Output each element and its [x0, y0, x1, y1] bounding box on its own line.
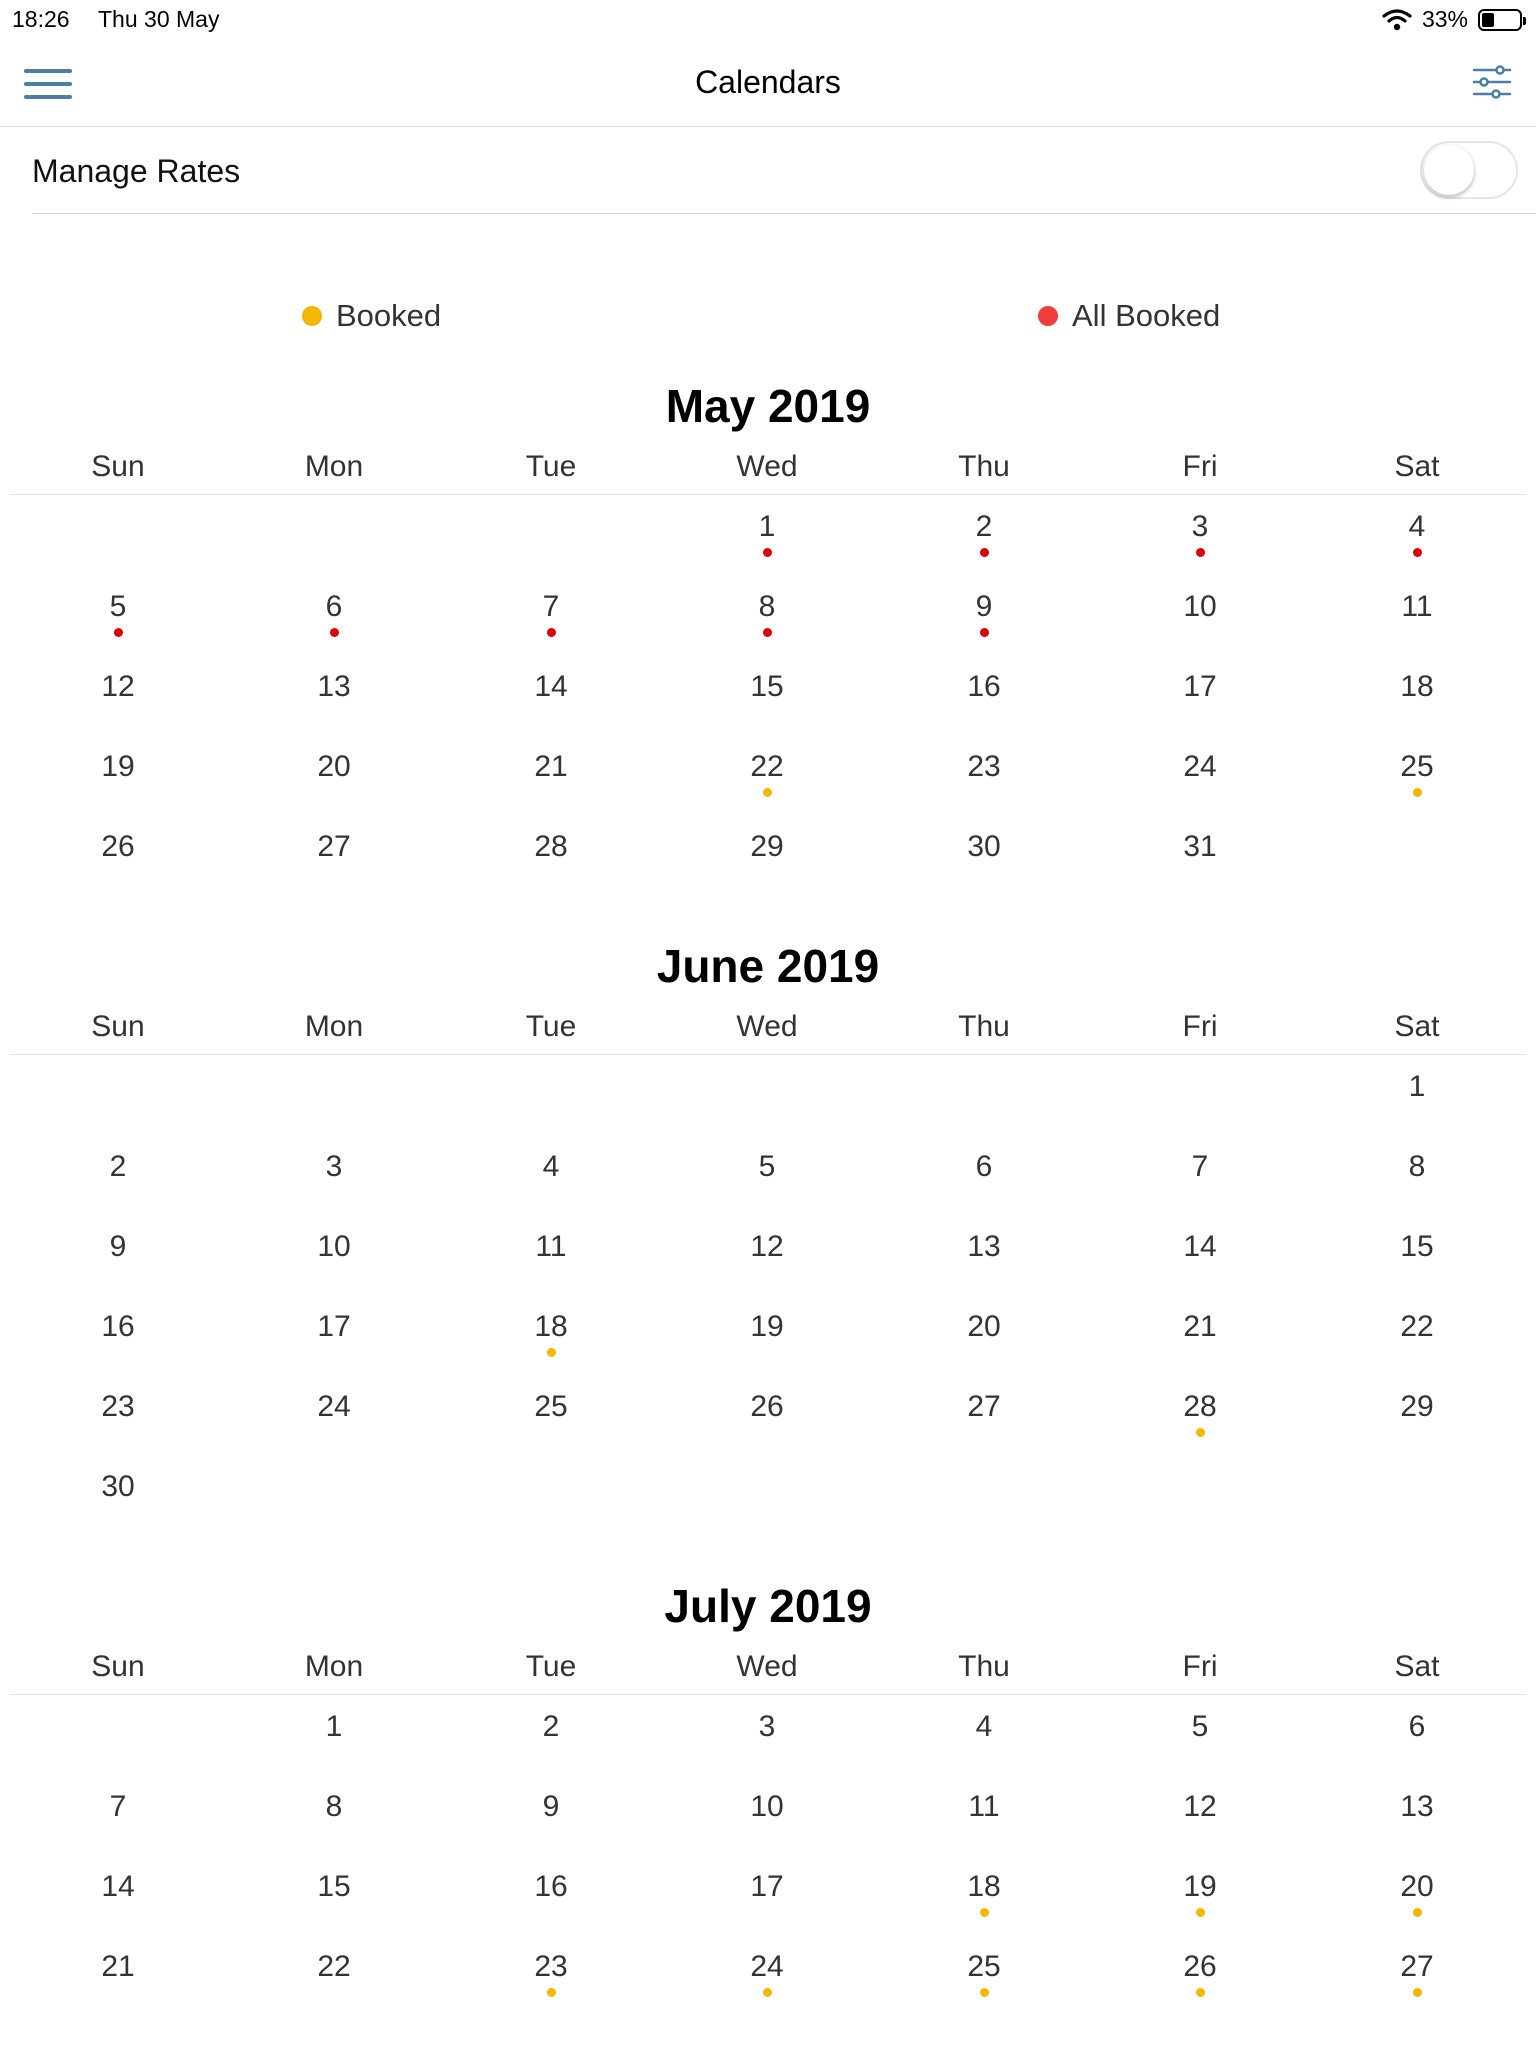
- day-cell[interactable]: [471, 747, 631, 817]
- day-number: 9: [542, 1790, 560, 1823]
- day-number: 18: [967, 1870, 1001, 1903]
- manage-rates-label: Manage Rates: [32, 153, 241, 189]
- day-cell[interactable]: [38, 587, 198, 657]
- day-number: 7: [542, 590, 560, 623]
- day-number: 5: [1191, 1710, 1209, 1743]
- day-number: 23: [967, 750, 1001, 783]
- day-number: 11: [1401, 590, 1433, 623]
- battery-icon: [1478, 9, 1522, 31]
- day-number: 4: [975, 1710, 993, 1743]
- month-calendar: [0, 1574, 1536, 1983]
- day-number: 25: [967, 1950, 1001, 1983]
- month-title: July 2019: [664, 1580, 872, 1632]
- day-number: 6: [325, 590, 343, 623]
- battery-level: [1482, 13, 1494, 27]
- page-title: Calendars: [695, 64, 841, 100]
- weekday-label: Thu: [958, 1010, 1010, 1043]
- all-booked-dot-icon: [980, 548, 989, 557]
- day-cell[interactable]: [38, 1147, 198, 1217]
- day-number: 10: [750, 1790, 784, 1823]
- day-cell[interactable]: [687, 667, 847, 737]
- booked-dot-icon: [1413, 788, 1422, 797]
- day-cell[interactable]: [1337, 747, 1497, 817]
- weekday-label: Fri: [1182, 450, 1218, 483]
- day-number: 26: [101, 830, 135, 863]
- weekday-header: [10, 998, 1526, 1055]
- booked-dot-icon: [1196, 1428, 1205, 1437]
- day-cell[interactable]: [687, 747, 847, 817]
- day-cell[interactable]: [1120, 1147, 1280, 1217]
- day-cell[interactable]: [904, 1147, 1064, 1217]
- day-cell[interactable]: [1120, 1227, 1280, 1297]
- all-booked-dot-icon: [1038, 306, 1058, 326]
- weekday-label: Fri: [1182, 1650, 1218, 1683]
- day-number: 17: [750, 1870, 784, 1903]
- day-cell[interactable]: [254, 1947, 414, 2017]
- day-number: 15: [1400, 1230, 1434, 1263]
- day-number: 28: [1183, 1390, 1217, 1423]
- day-number: 3: [325, 1150, 343, 1183]
- day-number: 26: [750, 1390, 784, 1423]
- day-cell[interactable]: [471, 1147, 631, 1217]
- day-number: 20: [1400, 1870, 1434, 1903]
- day-cell[interactable]: [38, 747, 198, 817]
- day-number: 8: [1408, 1150, 1426, 1183]
- booked-dot-icon: [547, 1988, 556, 1997]
- day-number: 8: [758, 590, 776, 623]
- day-cell[interactable]: [1337, 1147, 1497, 1217]
- booked-dot-icon: [1413, 1988, 1422, 1997]
- all-booked-dot-icon: [980, 628, 989, 637]
- day-number: 18: [534, 1310, 568, 1343]
- day-cell[interactable]: [1120, 667, 1280, 737]
- legend-all-booked-label: All Booked: [1072, 298, 1221, 333]
- weekday-label: Sat: [1394, 1650, 1440, 1683]
- day-cell[interactable]: [1337, 1227, 1497, 1297]
- day-cell[interactable]: [1120, 507, 1280, 577]
- legend-all-booked: [1038, 298, 1220, 334]
- day-number: 11: [968, 1790, 1000, 1823]
- day-number: 1: [1408, 1070, 1426, 1103]
- day-cell[interactable]: [471, 1227, 631, 1297]
- day-number: 7: [1191, 1150, 1209, 1183]
- day-number: 3: [1191, 510, 1209, 543]
- day-number: 29: [750, 830, 784, 863]
- day-number: 31: [1183, 830, 1217, 863]
- day-cell[interactable]: [254, 587, 414, 657]
- day-number: 27: [317, 830, 351, 863]
- legend: [0, 298, 1536, 342]
- day-cell[interactable]: [1337, 1867, 1497, 1937]
- day-number: 12: [750, 1230, 784, 1263]
- day-cell[interactable]: [254, 1387, 414, 1457]
- day-number: 25: [1400, 750, 1434, 783]
- day-cell[interactable]: [904, 1867, 1064, 1937]
- day-cell[interactable]: [904, 1787, 1064, 1857]
- day-cell[interactable]: [471, 1867, 631, 1937]
- day-number: 13: [967, 1230, 1001, 1263]
- weekday-label: Mon: [304, 450, 364, 483]
- day-cell[interactable]: [38, 667, 198, 737]
- day-cell[interactable]: [687, 1867, 847, 1937]
- weekday-label: Tue: [525, 450, 577, 483]
- day-cell[interactable]: [471, 1307, 631, 1377]
- booked-dot-icon: [980, 1908, 989, 1917]
- day-cell[interactable]: [38, 1387, 198, 1457]
- day-cell[interactable]: [471, 1707, 631, 1777]
- day-cell[interactable]: [1120, 1787, 1280, 1857]
- booked-dot-icon: [1196, 1988, 1205, 1997]
- day-number: 4: [542, 1150, 560, 1183]
- status-date: Thu 30 May: [98, 6, 220, 32]
- day-cell[interactable]: [1337, 507, 1497, 577]
- weekday-label: Mon: [304, 1010, 364, 1043]
- weekday-label: Mon: [304, 1650, 364, 1683]
- day-number: 27: [1400, 1950, 1434, 1983]
- day-cell[interactable]: [904, 827, 1064, 897]
- day-cell[interactable]: [1337, 1387, 1497, 1457]
- day-number: 17: [317, 1310, 351, 1343]
- day-number: 18: [1400, 670, 1434, 703]
- all-booked-dot-icon: [114, 628, 123, 637]
- day-number: 21: [534, 750, 568, 783]
- day-cell[interactable]: [1120, 1867, 1280, 1937]
- day-cell[interactable]: [254, 1787, 414, 1857]
- day-number: 17: [1183, 670, 1217, 703]
- day-cell[interactable]: [38, 1467, 198, 1537]
- day-number: 15: [750, 670, 784, 703]
- weekday-label: Wed: [736, 1650, 798, 1683]
- day-number: 1: [758, 510, 776, 543]
- day-number: 7: [109, 1790, 127, 1823]
- day-number: 22: [317, 1950, 351, 1983]
- day-number: 2: [975, 510, 993, 543]
- day-cell[interactable]: [904, 1387, 1064, 1457]
- all-booked-dot-icon: [547, 628, 556, 637]
- day-number: 22: [750, 750, 784, 783]
- day-number: 19: [1183, 1870, 1217, 1903]
- day-cell[interactable]: [687, 1387, 847, 1457]
- day-cell[interactable]: [254, 1867, 414, 1937]
- day-cell[interactable]: [687, 507, 847, 577]
- day-number: 10: [1183, 590, 1217, 623]
- day-cell[interactable]: [254, 1307, 414, 1377]
- day-number: 20: [317, 750, 351, 783]
- day-cell[interactable]: [904, 747, 1064, 817]
- all-booked-dot-icon: [763, 548, 772, 557]
- day-cell[interactable]: [1120, 747, 1280, 817]
- day-number: 12: [1183, 1790, 1217, 1823]
- day-cell[interactable]: [687, 1787, 847, 1857]
- status-bar: [0, 0, 1536, 40]
- weekday-label: Tue: [525, 1010, 577, 1043]
- day-cell[interactable]: [687, 827, 847, 897]
- day-number: 23: [101, 1390, 135, 1423]
- day-cell[interactable]: [1337, 1307, 1497, 1377]
- legend-booked-label: Booked: [336, 298, 442, 333]
- day-number: 2: [542, 1710, 560, 1743]
- day-cell[interactable]: [1120, 827, 1280, 897]
- day-cell[interactable]: [687, 1947, 847, 2017]
- day-number: 22: [1400, 1310, 1434, 1343]
- day-number: 2: [109, 1150, 127, 1183]
- day-number: 21: [101, 1950, 135, 1983]
- day-cell[interactable]: [1120, 587, 1280, 657]
- day-number: 11: [535, 1230, 567, 1263]
- battery-percent: 33%: [1421, 6, 1468, 32]
- all-booked-dot-icon: [763, 628, 772, 637]
- day-cell[interactable]: [1337, 1707, 1497, 1777]
- booked-dot-icon: [1196, 1908, 1205, 1917]
- all-booked-dot-icon: [1413, 548, 1422, 557]
- day-number: 25: [534, 1390, 568, 1423]
- weekday-label: Sun: [91, 1650, 145, 1683]
- day-number: 5: [109, 590, 127, 623]
- day-number: 24: [750, 1950, 784, 1983]
- day-number: 13: [317, 670, 351, 703]
- day-number: 5: [758, 1150, 776, 1183]
- weekday-label: Wed: [736, 1010, 798, 1043]
- all-booked-dot-icon: [330, 628, 339, 637]
- day-cell[interactable]: [38, 1867, 198, 1937]
- day-cell[interactable]: [254, 667, 414, 737]
- booked-dot-icon: [980, 1988, 989, 1997]
- booked-dot-icon: [1413, 1908, 1422, 1917]
- day-cell[interactable]: [687, 1227, 847, 1297]
- day-number: 30: [101, 1470, 135, 1503]
- weekday-label: Thu: [958, 450, 1010, 483]
- day-number: 19: [101, 750, 135, 783]
- day-cell[interactable]: [687, 1147, 847, 1217]
- day-number: 21: [1183, 1310, 1217, 1343]
- day-cell[interactable]: [904, 1707, 1064, 1777]
- day-number: 1: [325, 1710, 343, 1743]
- toggle-knob: [1424, 145, 1474, 195]
- weekday-label: Sun: [91, 1010, 145, 1043]
- day-cell[interactable]: [254, 827, 414, 897]
- day-cell[interactable]: [904, 587, 1064, 657]
- booked-dot-icon: [763, 788, 772, 797]
- day-number: 29: [1400, 1390, 1434, 1423]
- booked-dot-icon: [763, 1988, 772, 1997]
- day-cell[interactable]: [471, 1387, 631, 1457]
- day-cell[interactable]: [471, 1947, 631, 2017]
- day-cell[interactable]: [254, 1147, 414, 1217]
- day-cell[interactable]: [904, 1227, 1064, 1297]
- day-number: 16: [534, 1870, 568, 1903]
- day-number: 28: [534, 830, 568, 863]
- day-cell[interactable]: [38, 1227, 198, 1297]
- day-number: 14: [101, 1870, 135, 1903]
- legend-booked: [302, 298, 441, 334]
- month-calendar: [0, 934, 1536, 1503]
- day-number: 12: [101, 670, 135, 703]
- weekday-header: [10, 1638, 1526, 1695]
- filter-sliders-icon[interactable]: [1472, 62, 1512, 102]
- day-number: 16: [101, 1310, 135, 1343]
- day-cell[interactable]: [1120, 1307, 1280, 1377]
- day-cell[interactable]: [254, 747, 414, 817]
- day-number: 9: [975, 590, 993, 623]
- day-number: 24: [317, 1390, 351, 1423]
- weekday-label: Sat: [1394, 450, 1440, 483]
- manage-rates-toggle[interactable]: [1420, 141, 1518, 199]
- day-number: 13: [1400, 1790, 1434, 1823]
- day-cell[interactable]: [687, 587, 847, 657]
- day-cell[interactable]: [687, 1707, 847, 1777]
- day-number: 10: [317, 1230, 351, 1263]
- day-cell[interactable]: [254, 1227, 414, 1297]
- day-cell[interactable]: [1337, 587, 1497, 657]
- day-cell[interactable]: [471, 587, 631, 657]
- day-number: 4: [1408, 510, 1426, 543]
- day-cell[interactable]: [1337, 667, 1497, 737]
- day-number: 19: [750, 1310, 784, 1343]
- month-title: June 2019: [656, 940, 880, 992]
- all-booked-dot-icon: [1196, 548, 1205, 557]
- day-number: 8: [325, 1790, 343, 1823]
- day-cell[interactable]: [38, 1947, 198, 2017]
- day-cell[interactable]: [687, 1307, 847, 1377]
- day-cell[interactable]: [1120, 1707, 1280, 1777]
- day-number: 27: [967, 1390, 1001, 1423]
- day-cell[interactable]: [254, 1707, 414, 1777]
- day-number: 9: [109, 1230, 127, 1263]
- month-title: May 2019: [665, 380, 871, 432]
- day-number: 6: [1408, 1710, 1426, 1743]
- day-cell[interactable]: [904, 667, 1064, 737]
- booked-dot-icon: [302, 306, 322, 326]
- day-number: 14: [534, 670, 568, 703]
- weekday-label: Fri: [1182, 1010, 1218, 1043]
- day-cell[interactable]: [904, 507, 1064, 577]
- day-number: 14: [1183, 1230, 1217, 1263]
- status-time: 18:26: [12, 6, 70, 32]
- day-cell[interactable]: [1120, 1947, 1280, 2017]
- day-number: 6: [975, 1150, 993, 1183]
- wifi-icon: [1382, 9, 1412, 31]
- weekday-label: Sat: [1394, 1010, 1440, 1043]
- day-cell[interactable]: [1120, 1387, 1280, 1457]
- weekday-label: Wed: [736, 450, 798, 483]
- day-cell[interactable]: [471, 827, 631, 897]
- day-number: 3: [758, 1710, 776, 1743]
- day-cell[interactable]: [1337, 1787, 1497, 1857]
- manage-rates-row: [32, 127, 1536, 214]
- day-cell[interactable]: [38, 1787, 198, 1857]
- day-cell[interactable]: [904, 1307, 1064, 1377]
- day-cell[interactable]: [471, 667, 631, 737]
- day-number: 24: [1183, 750, 1217, 783]
- day-cell[interactable]: [1337, 1067, 1497, 1137]
- weekday-header: [10, 438, 1526, 495]
- status-indicators: [1382, 6, 1522, 33]
- weekday-label: Tue: [525, 1650, 577, 1683]
- day-cell[interactable]: [1337, 1947, 1497, 2017]
- day-number: 26: [1183, 1950, 1217, 1983]
- month-calendar: [0, 374, 1536, 863]
- navigation-bar: [0, 40, 1536, 127]
- day-number: 16: [967, 670, 1001, 703]
- day-number: 30: [967, 830, 1001, 863]
- day-number: 23: [534, 1950, 568, 1983]
- day-number: 20: [967, 1310, 1001, 1343]
- weekday-label: Sun: [91, 450, 145, 483]
- day-cell[interactable]: [904, 1947, 1064, 2017]
- day-cell[interactable]: [471, 1787, 631, 1857]
- day-number: 15: [317, 1870, 351, 1903]
- booked-dot-icon: [547, 1348, 556, 1357]
- weekday-label: Thu: [958, 1650, 1010, 1683]
- day-cell[interactable]: [38, 827, 198, 897]
- day-cell[interactable]: [38, 1307, 198, 1377]
